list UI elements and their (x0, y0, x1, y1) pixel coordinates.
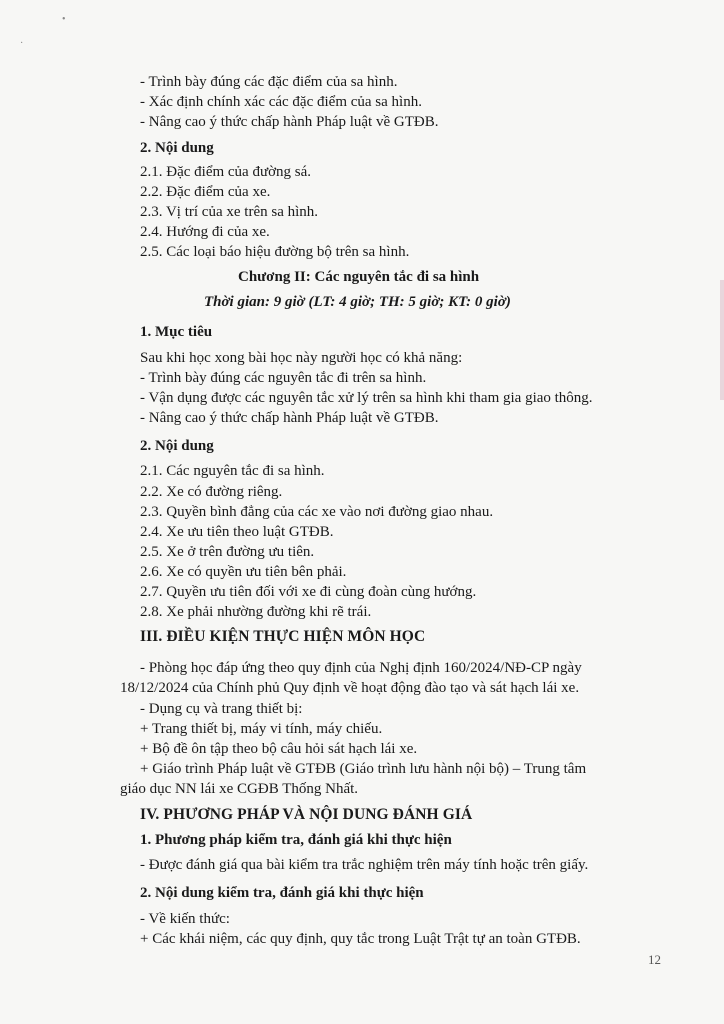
section-heading: 2. Nội dung (140, 438, 214, 454)
list-item: 2.3. Quyền bình đẳng của các xe vào nơi đường giao nhau. (140, 504, 494, 520)
chapter-title: Chương II: Các nguyên tắc đi sa hình (238, 269, 480, 285)
text-line: - Phòng học đáp ứng theo quy định của Nghị định 160/2024/NĐ-CP ngày (140, 660, 582, 676)
list-item: 2.2. Đặc điểm của xe. (140, 184, 271, 200)
page-number: 12 (648, 952, 661, 967)
text-line: - Vận dụng được các nguyên tắc xử lý trên sa hình khi tham gia giao thông. (140, 390, 593, 406)
text-line: - Xác định chính xác các đặc điểm của sa hình. (140, 94, 422, 110)
text-line: giáo dục NN lái xe CGĐB Thống Nhất. (120, 781, 359, 797)
text-line: - Dụng cụ và trang thiết bị: (140, 701, 303, 717)
list-item: 2.6. Xe có quyền ưu tiên bên phải. (140, 564, 347, 580)
text-line: 18/12/2024 của Chính phủ Quy định về hoạt động đào tạo và sát hạch lái xe. (120, 680, 580, 696)
scan-speck: · (20, 38, 24, 49)
chapter-time: Thời gian: 9 giờ (LT: 4 giờ; TH: 5 giờ; KT: 0 giờ) (204, 294, 511, 310)
text-line: - Nâng cao ý thức chấp hành Pháp luật về GTĐB. (140, 114, 439, 130)
list-item: 2.2. Xe có đường riêng. (140, 484, 283, 500)
text-line: + Giáo trình Pháp luật về GTĐB (Giáo trình lưu hành nội bộ) – Trung tâm (140, 761, 587, 777)
list-item: 2.7. Quyền ưu tiên đối với xe đi cùng đoàn cùng hướng. (140, 584, 477, 600)
text-line: - Được đánh giá qua bài kiểm tra trắc nghiệm trên máy tính hoặc trên giấy. (140, 857, 589, 873)
subsection-heading: 2. Nội dung kiểm tra, đánh giá khi thực hiện (140, 885, 424, 901)
text-line: + Các khái niệm, các quy định, quy tắc trong Luật Trật tự an toàn GTĐB. (140, 931, 581, 947)
section-heading: 2. Nội dung (140, 140, 214, 156)
text-line: Sau khi học xong bài học này người học có khả năng: (140, 350, 463, 366)
text-line: - Trình bày đúng các nguyên tắc đi trên sa hình. (140, 370, 427, 386)
scan-edge-stain (720, 280, 724, 400)
section-heading: III. ĐIỀU KIỆN THỰC HIỆN MÔN HỌC (140, 628, 426, 645)
section-heading: 1. Mục tiêu (140, 324, 213, 340)
list-item: 2.4. Xe ưu tiên theo luật GTĐB. (140, 524, 334, 540)
section-heading: IV. PHƯƠNG PHÁP VÀ NỘI DUNG ĐÁNH GIÁ (140, 806, 473, 823)
list-item: 2.1. Đặc điểm của đường sá. (140, 164, 312, 180)
list-item: 2.5. Xe ở trên đường ưu tiên. (140, 544, 315, 560)
subsection-heading: 1. Phương pháp kiểm tra, đánh giá khi thực hiện (140, 832, 452, 848)
text-line: - Nâng cao ý thức chấp hành Pháp luật về GTĐB. (140, 410, 439, 426)
text-line: + Bộ đề ôn tập theo bộ câu hỏi sát hạch lái xe. (140, 741, 418, 757)
list-item: 2.4. Hướng đi của xe. (140, 224, 270, 240)
list-item: 2.1. Các nguyên tắc đi sa hình. (140, 463, 325, 479)
list-item: 2.8. Xe phải nhường đường khi rẽ trái. (140, 604, 372, 620)
text-line: - Về kiến thức: (140, 911, 230, 927)
scan-speck: • (62, 14, 66, 25)
list-item: 2.3. Vị trí của xe trên sa hình. (140, 204, 319, 220)
text-line: - Trình bày đúng các đặc điểm của sa hình. (140, 74, 398, 90)
list-item: 2.5. Các loại báo hiệu đường bộ trên sa hình. (140, 244, 410, 260)
text-line: + Trang thiết bị, máy vi tính, máy chiếu. (140, 721, 383, 737)
